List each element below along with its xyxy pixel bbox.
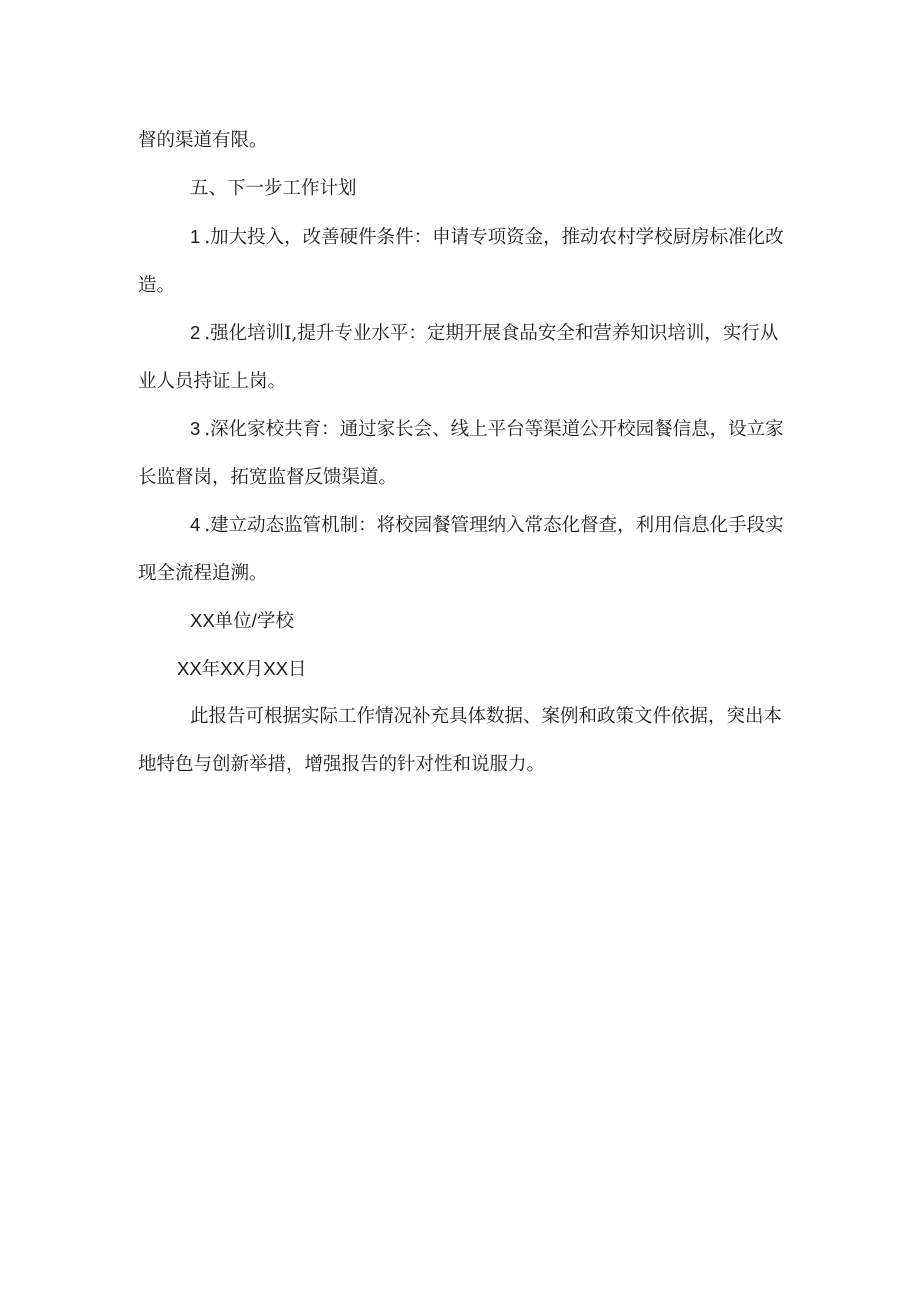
report-note: 此报告可根据实际工作情况补充具体数据、案例和政策文件依据，突出本地特色与创新举措，增强报告的针对性和说服力。 bbox=[138, 706, 783, 775]
plan-item-text: .加大投入，改善硬件条件：申请专项资金，推动农村学校厨房标准化改造。 bbox=[138, 227, 784, 296]
section-heading: 五、下一步工作计划 bbox=[190, 178, 357, 199]
signature-organization: XX单位/学校 bbox=[190, 610, 294, 631]
plan-item-4 bbox=[138, 501, 788, 598]
plan-item-number: 1 bbox=[190, 226, 205, 247]
plan-item-text: .强化培训I,提升专业水平：定期开展食品安全和营养知识培训，实行从业人员持证上岗。 bbox=[138, 323, 779, 392]
signature-date: XX年XX月XX日 bbox=[177, 658, 307, 679]
plan-item-3 bbox=[138, 405, 788, 502]
plan-item-text: .深化家校共育：通过家长会、线上平台等渠道公开校园餐信息，设立家长监督岗，拓宽监督反馈渠道。 bbox=[138, 419, 784, 488]
plan-item-number: 4 bbox=[190, 514, 205, 535]
plan-item-number: 2 bbox=[190, 322, 205, 343]
plan-item-number: 3 bbox=[190, 418, 205, 439]
continuation-text: 督的渠道有限。 bbox=[138, 130, 268, 151]
plan-item-text: .建立动态监管机制：将校园餐管理纳入常态化督查，利用信息化手段实现全流程追溯。 bbox=[138, 515, 784, 584]
plan-item-2 bbox=[138, 309, 788, 406]
plan-item-1 bbox=[138, 213, 788, 310]
